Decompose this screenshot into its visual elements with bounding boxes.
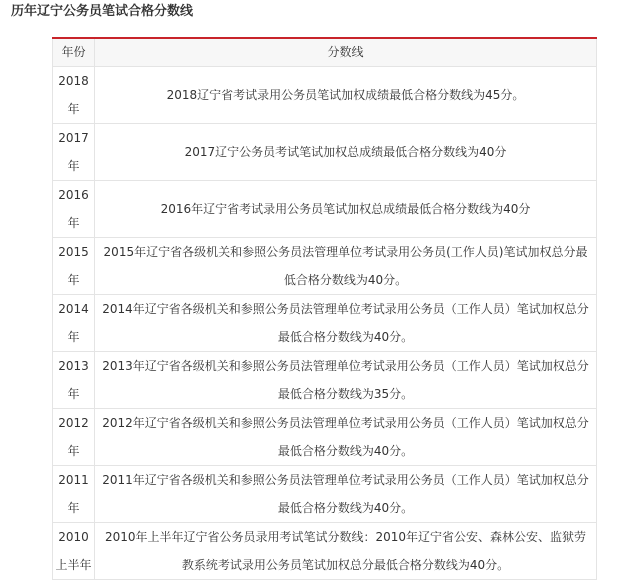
row-year: 2014年 — [53, 295, 95, 352]
row-year: 2017年 — [53, 124, 95, 181]
row-score: 2010年上半年辽宁省公务员录用考试笔试分数线：2010年辽宁省公安、森林公安、监狱劳教系统考试录用公务员笔试加权总分最低合格分数线为40分。 — [95, 523, 597, 580]
header-year: 年份 — [53, 38, 95, 67]
row-score: 2015年辽宁省各级机关和参照公务员法管理单位考试录用公务员(工作人员)笔试加权总分最低合格分数线为40分。 — [95, 238, 597, 295]
table-row — [53, 124, 597, 181]
table-row — [53, 295, 597, 352]
row-year: 2011年 — [53, 466, 95, 523]
row-year: 2012年 — [53, 409, 95, 466]
row-score: 2017辽宁公务员考试笔试加权总成绩最低合格分数线为40分 — [95, 124, 597, 181]
row-year: 2018年 — [53, 67, 95, 124]
table-row — [53, 352, 597, 409]
score-table — [52, 37, 597, 580]
row-year: 2013年 — [53, 352, 95, 409]
table-header-row — [53, 38, 597, 67]
row-year: 2015年 — [53, 238, 95, 295]
row-score: 2013年辽宁省各级机关和参照公务员法管理单位考试录用公务员（工作人员）笔试加权总分最低合格分数线为35分。 — [95, 352, 597, 409]
table-row — [53, 466, 597, 523]
row-score: 2012年辽宁省各级机关和参照公务员法管理单位考试录用公务员（工作人员）笔试加权总分最低合格分数线为40分。 — [95, 409, 597, 466]
table-row — [53, 409, 597, 466]
row-year: 2016年 — [53, 181, 95, 238]
row-score: 2016年辽宁省考试录用公务员笔试加权总成绩最低合格分数线为40分 — [95, 181, 597, 238]
table-row — [53, 181, 597, 238]
table-row — [53, 523, 597, 580]
row-year: 2010上半年 — [53, 523, 95, 580]
row-score: 2011年辽宁省各级机关和参照公务员法管理单位考试录用公务员（工作人员）笔试加权总分最低合格分数线为40分。 — [95, 466, 597, 523]
table-row — [53, 238, 597, 295]
table-row — [53, 67, 597, 124]
header-score: 分数线 — [95, 38, 597, 67]
row-score: 2014年辽宁省各级机关和参照公务员法管理单位考试录用公务员（工作人员）笔试加权总分最低合格分数线为40分。 — [95, 295, 597, 352]
row-score: 2018辽宁省考试录用公务员笔试加权成绩最低合格分数线为45分。 — [95, 67, 597, 124]
page-title: 历年辽宁公务员笔试合格分数线 — [11, 4, 194, 19]
